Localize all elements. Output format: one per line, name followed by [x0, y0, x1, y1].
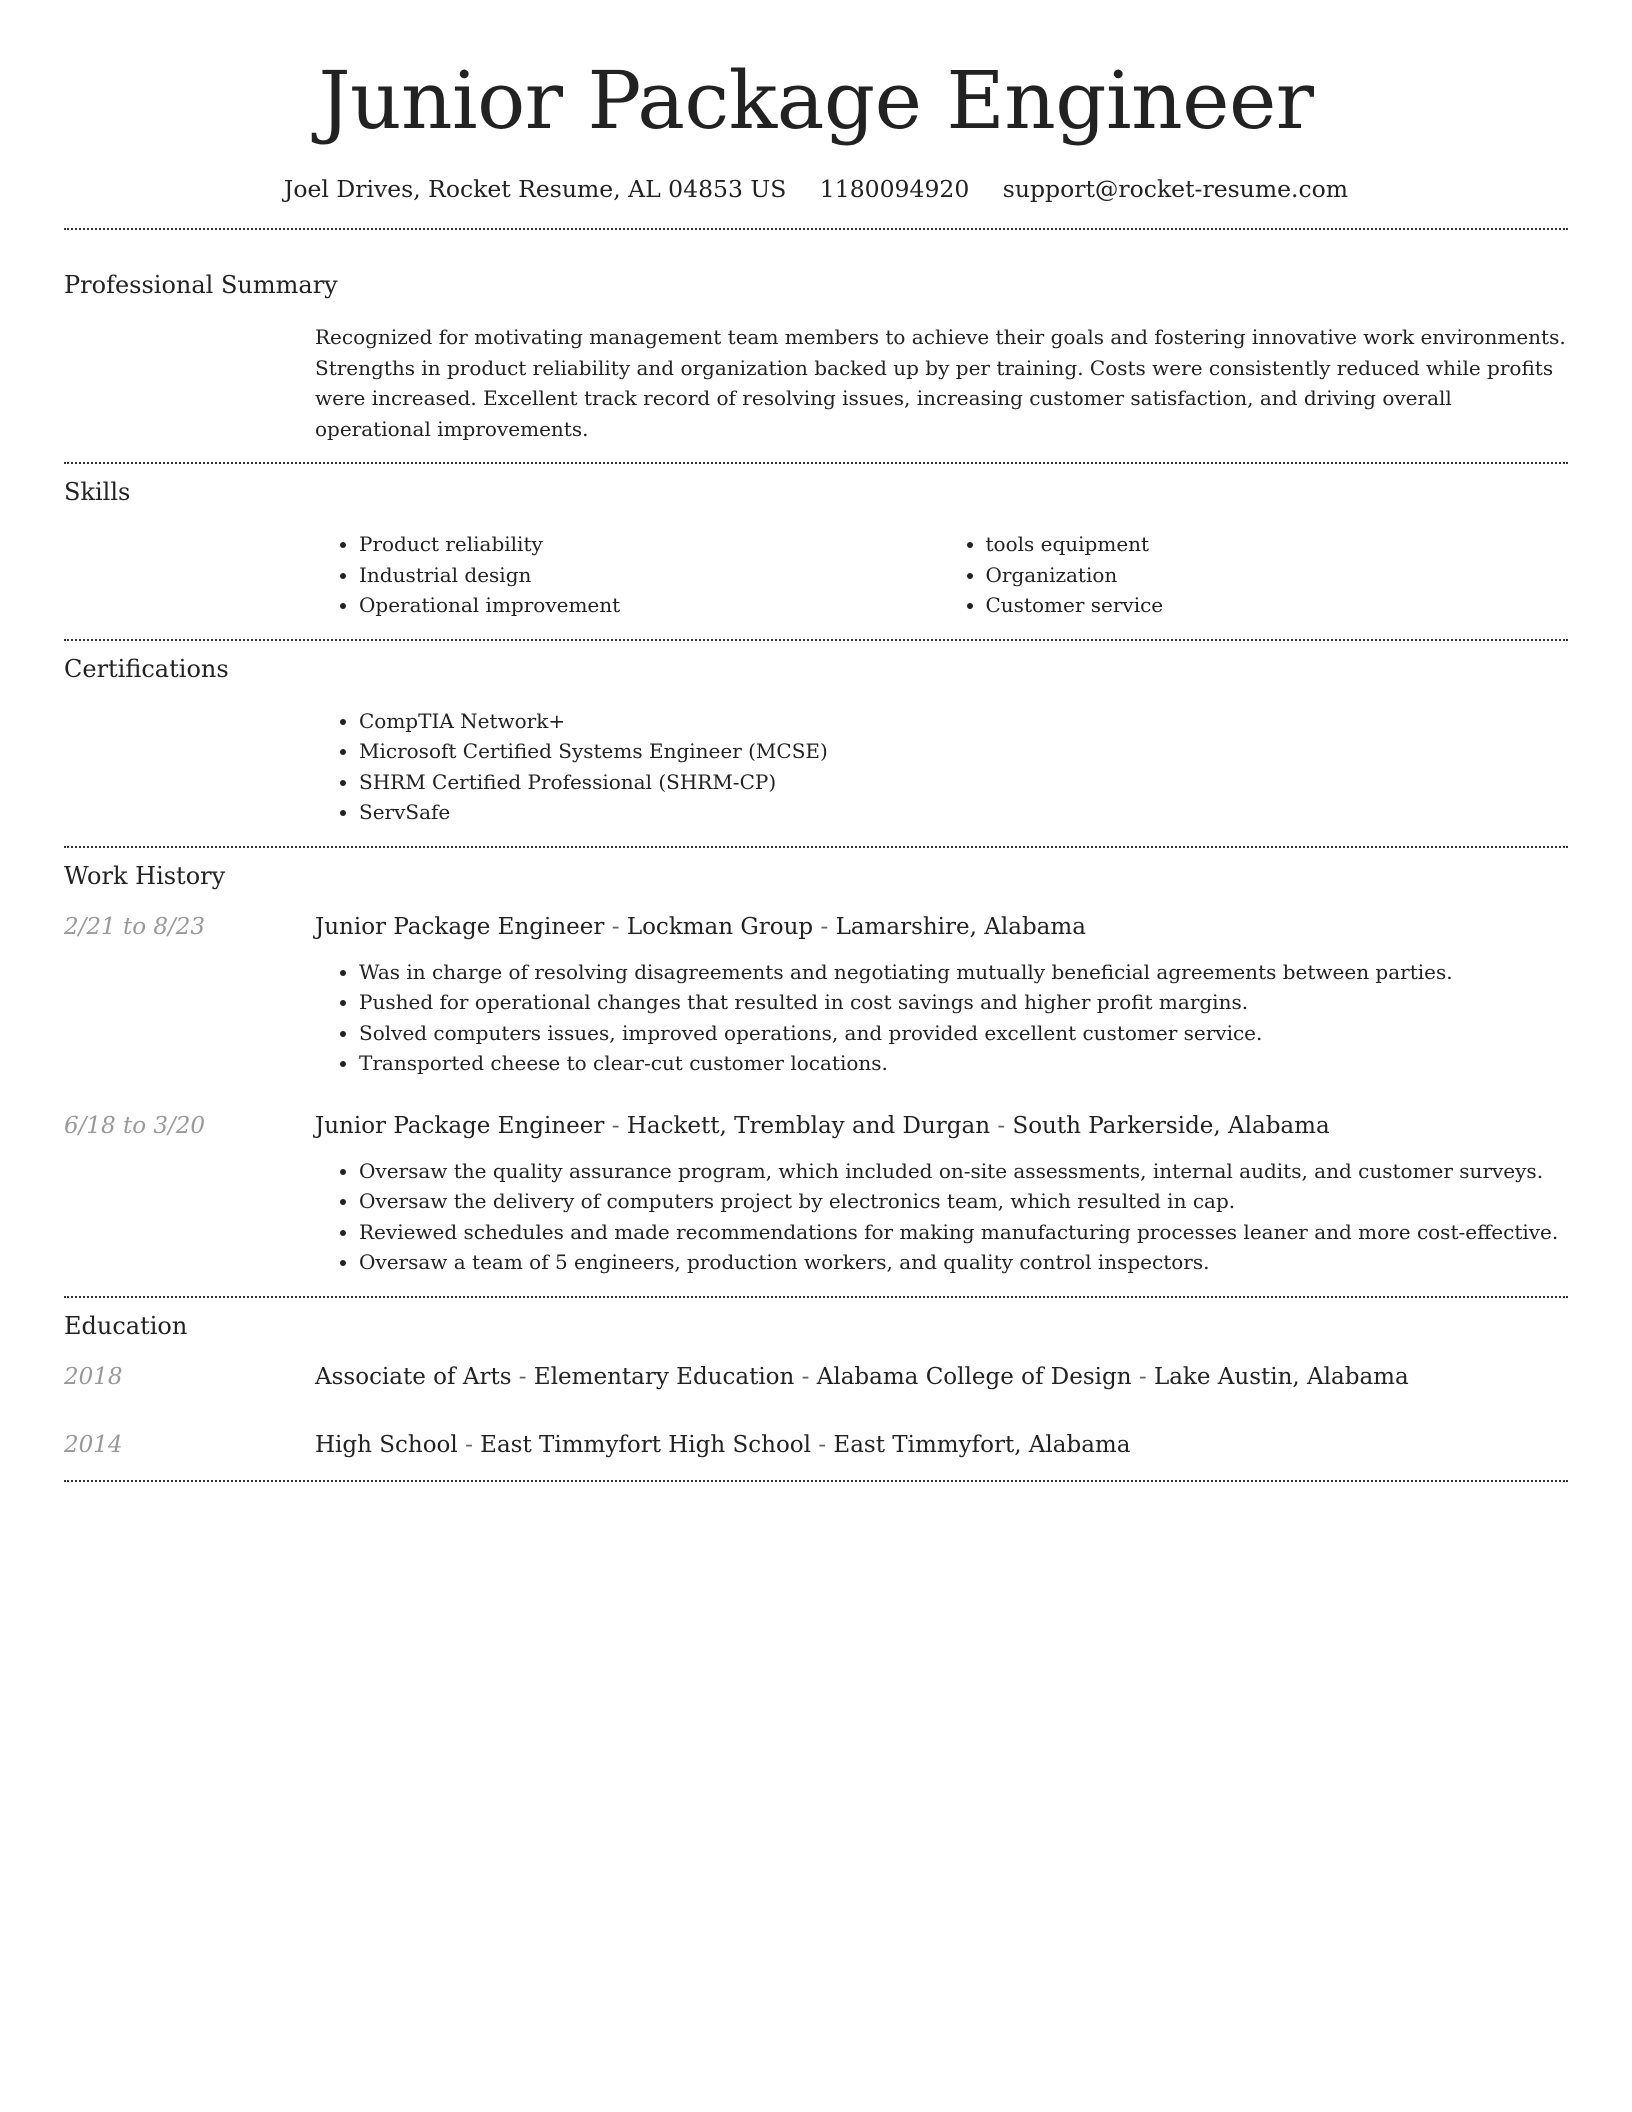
certification-item: • Microsoft Certified Systems Engineer (MCSE) [359, 736, 1568, 767]
summary-text: Recognized for motivating management team members to achieve their goals and fostering innovative work environments. Strengths in product reliability and organization backed up by per training. Costs were consistently reduced while profits were increased. Excellent track record of resolving issues, increasing customer satisfaction, and driving overall operational improvements. [315, 325, 1566, 441]
job-role: Junior Package Engineer [315, 1112, 605, 1139]
skills-list [315, 529, 1568, 621]
contact-address: Joel Drives, Rocket Resume, AL 04853 US [283, 175, 787, 203]
summary-heading: Professional Summary [64, 271, 338, 299]
education-heading-line [315, 1360, 1568, 1394]
separator: - [813, 913, 836, 940]
job-bullet: • Was in charge of resolving disagreements and negotiating mutually beneficial agreements between parties. [359, 957, 1568, 988]
job-bullet: • Pushed for operational changes that resulted in cost savings and higher profit margins. [359, 987, 1568, 1018]
education-field: Elementary Education [533, 1363, 795, 1390]
education-location: Lake Austin, Alabama [1153, 1363, 1409, 1390]
separator: - [794, 1363, 817, 1390]
job-bullet: • Oversaw the delivery of computers project by electronics team, which resulted in cap. [359, 1186, 1568, 1217]
job-bullet: • Oversaw a team of 5 engineers, production workers, and quality control inspectors. [359, 1247, 1568, 1278]
skill-item: • Organization [986, 560, 1569, 591]
education-heading-line [315, 1428, 1568, 1462]
separator: - [990, 1112, 1013, 1139]
job-role: Junior Package Engineer [315, 913, 605, 940]
section-divider [64, 1480, 1568, 1482]
education-location: East Timmyfort, Alabama [833, 1431, 1131, 1458]
education-entry [64, 1428, 1568, 1462]
job-dates: 6/18 to 3/20 [64, 1112, 206, 1139]
separator: - [511, 1363, 534, 1390]
job-bullet: • Transported cheese to clear-cut customer locations. [359, 1048, 1568, 1079]
contact-email[interactable]: support@rocket-resume.com [1002, 175, 1349, 203]
job-entry [64, 1109, 1568, 1278]
skills-column-left [315, 529, 942, 621]
job-company: Hackett, Tremblay and Durgan [626, 1112, 991, 1139]
separator: - [604, 913, 627, 940]
job-bullet: • Oversaw the quality assurance program, which included on-site assessments, internal audits, and customer surveys. [359, 1156, 1568, 1187]
certification-item: • ServSafe [359, 797, 1568, 828]
skill-item: • Industrial design [359, 560, 942, 591]
certification-item: • CompTIA Network+ [359, 706, 1568, 737]
skills-heading: Skills [64, 478, 131, 506]
education-year: 2018 [64, 1363, 123, 1390]
section-divider [64, 462, 1568, 464]
job-heading [315, 910, 1568, 944]
section-divider [64, 228, 1568, 230]
resume-title: Junior Package Engineer [318, 54, 1314, 147]
certifications-heading: Certifications [64, 654, 229, 683]
job-bullets [315, 1156, 1568, 1278]
job-heading [315, 1109, 1568, 1143]
job-bullet: • Solved computers issues, improved operations, and provided excellent customer service. [359, 1018, 1568, 1049]
skill-item: • Product reliability [359, 529, 942, 560]
skill-item: • Operational improvement [359, 590, 942, 621]
education-school: East Timmyfort High School [480, 1431, 812, 1458]
contact-line [64, 173, 1568, 205]
education-year: 2014 [64, 1431, 123, 1458]
certification-item: • SHRM Certified Professional (SHRM-CP) [359, 767, 1568, 798]
skills-column-right [942, 529, 1569, 621]
section-divider [64, 1296, 1568, 1298]
job-dates: 2/21 to 8/23 [64, 913, 206, 940]
job-bullets [315, 957, 1568, 1079]
contact-phone: 1180094920 [819, 175, 970, 203]
section-divider [64, 639, 1568, 641]
job-bullet: • Reviewed schedules and made recommendations for making manufacturing processes leaner and more cost-effective. [359, 1217, 1568, 1248]
education-entry [64, 1360, 1568, 1394]
job-company: Lockman Group [626, 913, 814, 940]
job-entry [64, 910, 1568, 1079]
resume-page [64, 0, 1568, 1482]
separator: - [1131, 1363, 1154, 1390]
education-heading: Education [64, 1311, 188, 1340]
skill-item: • Customer service [986, 590, 1569, 621]
separator: - [604, 1112, 627, 1139]
separator: - [457, 1431, 481, 1458]
work-history-heading: Work History [64, 861, 226, 890]
education-degree: High School [315, 1431, 458, 1458]
certifications-list [315, 706, 1568, 828]
skill-item: • tools equipment [986, 529, 1569, 560]
job-location: Lamarshire, Alabama [835, 913, 1086, 940]
education-school: Alabama College of Design [816, 1363, 1132, 1390]
separator: - [811, 1431, 834, 1458]
job-location: South Parkerside, Alabama [1012, 1112, 1330, 1139]
education-degree: Associate of Arts [315, 1363, 512, 1390]
section-divider [64, 846, 1568, 848]
